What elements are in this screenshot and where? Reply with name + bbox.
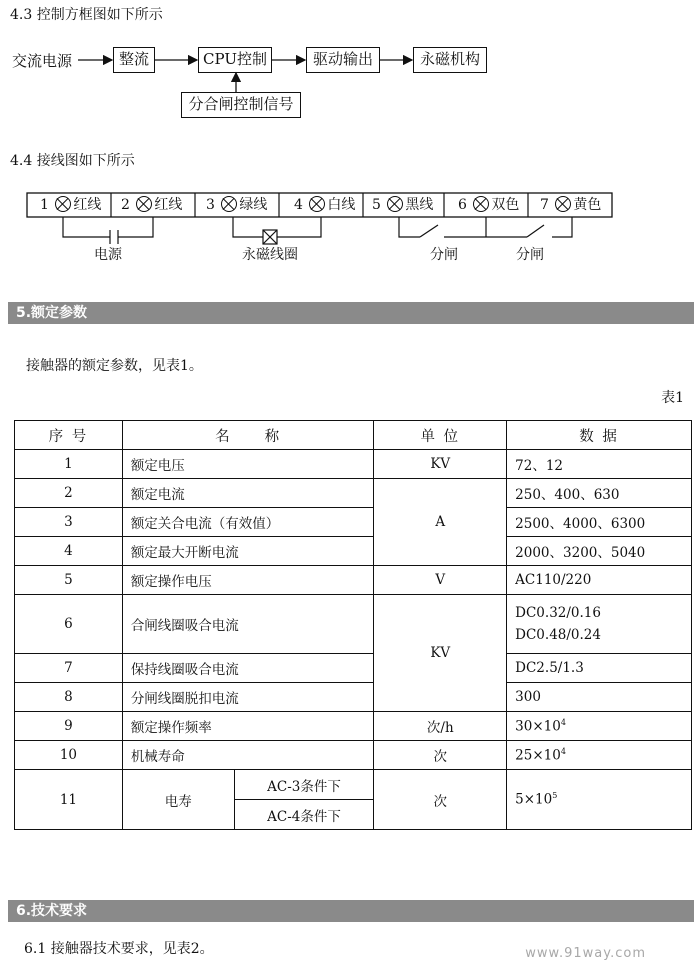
- terminal-5: 5 黑线: [372, 197, 434, 213]
- terminal-7: 7 黄色: [540, 197, 602, 213]
- block-diagram-arrows: [0, 0, 700, 130]
- terminal-2: 2 红线: [121, 197, 183, 213]
- table-row: 7 保持线圈吸合电流 DC2.5/1.3: [15, 654, 692, 683]
- table-row: 5 额定操作电压 V AC110/220: [15, 566, 692, 595]
- header-no: 序 号: [15, 421, 123, 450]
- terminal-x-icon: [136, 196, 152, 212]
- table-row: 4 额定最大开断电流 2000、3200、5040: [15, 537, 692, 566]
- table-row: 2 额定电流 A 250、400、630: [15, 479, 692, 508]
- permanent-magnet-box: 永磁机构: [413, 47, 487, 73]
- unit-ampere: A: [374, 479, 507, 566]
- terminal-x-icon: [473, 196, 489, 212]
- header-name: 名 称: [122, 421, 374, 450]
- ac-power-label: 交流电源: [12, 52, 73, 70]
- terminal-x-icon: [555, 196, 571, 212]
- unit-kv: KV: [374, 595, 507, 712]
- table-row: 11 电寿 AC-3条件下 次 $5\times 10^5$: [15, 770, 692, 800]
- section-6-1-text: 6.1 接触器技术要求，见表2。: [24, 941, 214, 957]
- section-5-header: 5.额定参数: [8, 302, 694, 324]
- terminal-x-icon: [309, 196, 325, 212]
- rated-parameters-table: [14, 420, 692, 830]
- section-6-header: 6.技术要求: [8, 900, 694, 922]
- terminal-x-icon: [221, 196, 237, 212]
- table-caption: 表1: [661, 390, 684, 406]
- terminal-x-icon: [55, 196, 71, 212]
- table-row: 6 合闸线圈吸合电流 KV DC0.32/0.16 DC0.48/0.24: [15, 595, 692, 654]
- terminal-6: 6 双色: [458, 197, 520, 213]
- watermark: www.91way.com: [525, 946, 646, 961]
- terminal-x-icon: [387, 196, 403, 212]
- terminal-1: 1 红线: [40, 197, 102, 213]
- table-row: 9 额定操作频率 次/h $30\times 10^4$: [15, 712, 692, 741]
- table-header-row: [15, 421, 692, 450]
- terminal-4: 4 白线: [294, 197, 356, 213]
- drive-output-box: 驱动输出: [306, 47, 380, 73]
- coil-label: 永磁线圈: [242, 247, 298, 263]
- open-label-2: 分闸: [516, 247, 544, 263]
- power-label: 电源: [94, 247, 122, 263]
- section-4-3-title: 4.3 控制方框图如下所示: [10, 7, 163, 23]
- header-data: 数 据: [507, 421, 692, 450]
- section-4-4-title: 4.4 接线图如下所示: [10, 153, 135, 169]
- control-signal-box: 分合闸控制信号: [181, 92, 301, 118]
- table-row: 3 额定关合电流（有效值） 2500、4000、6300: [15, 508, 692, 537]
- table-row: 1 额定电压 KV 72、12: [15, 450, 692, 479]
- cpu-control-box: CPU控制: [198, 47, 272, 73]
- header-unit: 单 位: [374, 421, 507, 450]
- table-row: AC-4条件下: [15, 800, 692, 830]
- rectifier-box: 整流: [113, 47, 155, 73]
- terminal-3: 3 绿线: [206, 197, 268, 213]
- table-row: 8 分闸线圈脱扣电流 300: [15, 683, 692, 712]
- open-label-1: 分闸: [430, 247, 458, 263]
- section-5-intro: 接触器的额定参数，见表1。: [26, 358, 203, 374]
- table-row: 10 机械寿命 次 $25\times 10^4$: [15, 741, 692, 770]
